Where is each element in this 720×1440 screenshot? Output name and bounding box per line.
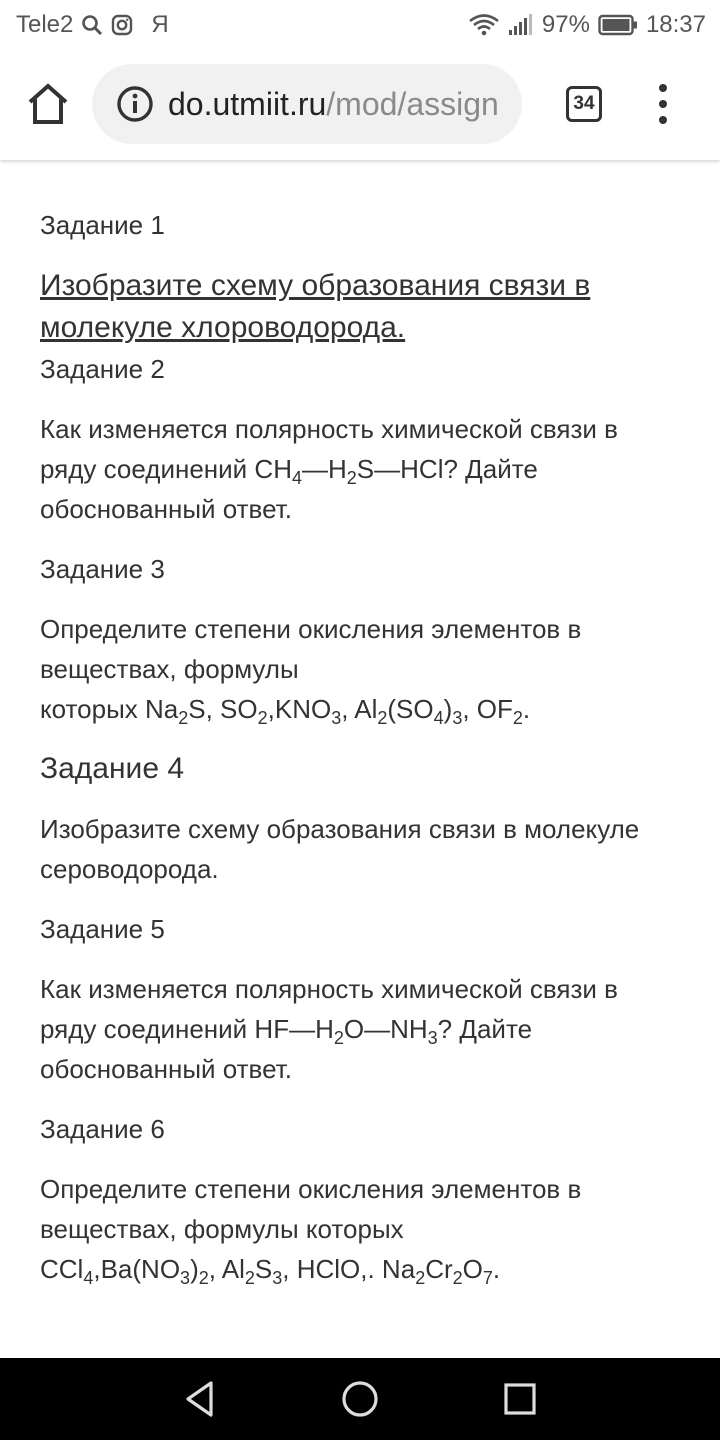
task-title: Задание 3: [40, 554, 165, 584]
status-left: [0, 11, 169, 39]
task-text: Определите степени окисления элементов в веществах, формулы которых $CCl_4,Ba(NO_3)_2$, $Al_2S_3$, HClO,. $Na_2Cr_2O_7$.: [40, 1174, 582, 1289]
task-title: Задание 4: [40, 752, 185, 785]
task-text: Определите степени окисления элементов в веществах, формулы которых $Na_2S$, $SO_2,KNO_3$, $Al_2(SO_4)_3$, $OF_2$.: [40, 614, 582, 729]
home-button[interactable]: [24, 80, 72, 128]
signal-icon: [508, 14, 534, 36]
info-icon[interactable]: [116, 85, 154, 123]
home-circle-icon[interactable]: [339, 1378, 381, 1420]
address-bar[interactable]: [92, 64, 522, 144]
task-title: Задание 1: [40, 210, 165, 240]
url-host: do.utmiit.ru: [168, 86, 327, 122]
task-title: Задание 5: [40, 914, 165, 944]
search-icon: [81, 14, 103, 36]
url-text[interactable]: [168, 84, 508, 124]
task-link[interactable]: Изобразите схему образования связи в молекуле хлороводорода.: [40, 269, 591, 344]
yandex-glyph: Я: [151, 11, 169, 38]
status-right: [468, 11, 720, 39]
home-icon: [24, 80, 72, 128]
battery-icon: [598, 14, 638, 36]
navigation-bar: [0, 1358, 720, 1440]
instagram-icon: [111, 14, 133, 36]
task-text: Как изменяется полярность химической связи в ряду соединений $CH_4—H_2S—HCl$? Дайте обоснованный ответ.: [40, 414, 618, 524]
clock: 18:37: [645, 11, 706, 38]
menu-dots-icon[interactable]: [650, 84, 678, 124]
wifi-icon: [468, 13, 500, 37]
task-text: Изобразите схему образования связи в молекуле сероводорода.: [40, 814, 640, 884]
tab-switcher-button[interactable]: 34: [566, 86, 602, 122]
task-text: Как изменяется полярность химической связи в ряду соединений $HF—H_2O—NH_3$? Дайте обоснованный ответ.: [40, 974, 618, 1084]
task-title: Задание 6: [40, 1114, 165, 1144]
battery-percent: 97%: [541, 11, 590, 38]
assignment-content: [40, 190, 680, 1289]
url-path: /mod/assign: [326, 86, 499, 122]
browser-toolbar: [0, 50, 720, 160]
recents-square-icon[interactable]: [499, 1378, 541, 1420]
carrier-label: Tele2: [16, 11, 74, 38]
back-triangle-icon[interactable]: [180, 1378, 222, 1420]
status-bar: [0, 0, 720, 50]
task-title: Задание 2: [40, 354, 165, 384]
